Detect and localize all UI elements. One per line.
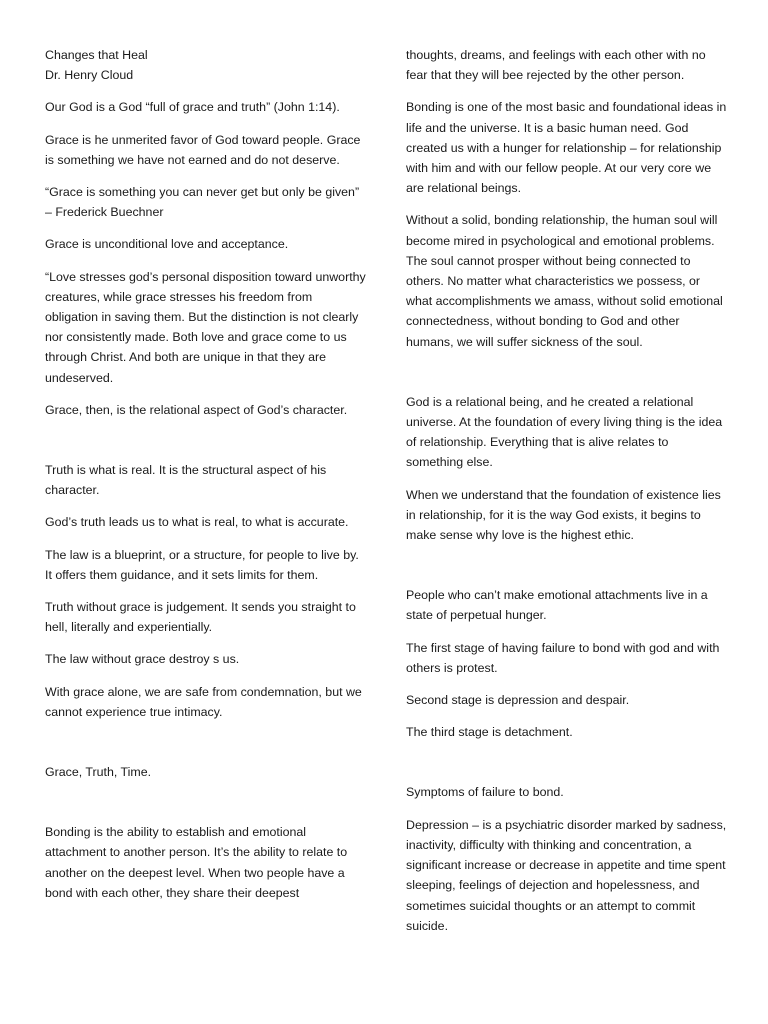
paragraph: Grace is unconditional love and acceptance.	[45, 237, 289, 252]
paragraph: With grace alone, we are safe from condemnation, but we cannot experience true intimacy.	[45, 684, 362, 719]
paragraph: Without a solid, bonding relationship, the human soul will become mired in psychological and emotional problems. The soul cannot prosper without being connected to others. No matter what characteristics we possess, or what accomplishments we amass, without solid emotional connectedness, without bonding to God and other humans, we will suffer sickness of the soul.	[406, 213, 723, 349]
author-line: Dr. Henry Cloud	[45, 68, 134, 83]
paragraph: Bonding is one of the most basic and foundational ideas in life and the universe. It is a basic human need. God created us with a hunger for relationship – for relationship with him and with our fellow people. At our very core we are relational beings.	[406, 100, 727, 196]
paragraph: When we understand that the foundation of existence lies in relationship, for it is the way God exists, it begins to make sense why love is the highest ethic.	[406, 487, 721, 543]
title-line: Changes that Heal	[45, 48, 148, 62]
paragraph: God is a relational being, and he created a relational universe. At the foundation of every living thing is the idea of relationship. Everything that is alive relates to something else.	[406, 394, 723, 470]
paragraph: Grace, then, is the relational aspect of God’s character.	[45, 402, 348, 417]
paragraph: God’s truth leads us to what is real, to what is accurate.	[45, 515, 349, 530]
paragraph: People who can’t make emotional attachments live in a state of perpetual hunger.	[406, 588, 708, 623]
paragraph: Truth without grace is judgement. It sends you straight to hell, literally and experientially.	[45, 600, 356, 635]
paragraph: The third stage is detachment.	[406, 725, 573, 740]
document-title	[45, 45, 367, 85]
section-heading: Symptoms of failure to bond.	[406, 785, 564, 800]
paragraph: “Grace is something you can never get but only be given” – Frederick Buechner	[45, 185, 360, 220]
paragraph: Bonding is the ability to establish and emotional attachment to another person. It’s the ability to relate to another on the deepest level. When two people have a bond with each other, they share their deepest	[45, 825, 348, 900]
left-column	[45, 45, 367, 915]
paragraph: Depression – is a psychiatric disorder marked by sadness, inactivity, difficulty with thinking and concentration, a significant increase or decrease in appetite and time spent sleeping, feelings of dejection and hopelessness, and sometimes suicidal thoughts or an attempt to commit suicide.	[406, 817, 727, 933]
right-column	[406, 45, 728, 948]
section-heading: Grace, Truth, Time.	[45, 765, 152, 780]
paragraph: Truth is what is real. It is the structural aspect of his character.	[45, 463, 327, 498]
paragraph: The first stage of having failure to bond with god and with others is protest.	[406, 640, 720, 675]
paragraph: thoughts, dreams, and feelings with each other with no fear that they will bee rejected by the other person.	[406, 48, 706, 83]
paragraph: Grace is he unmerited favor of God toward people. Grace is something we have not earned and do not deserve.	[45, 132, 361, 167]
paragraph: The law without grace destroy s us.	[45, 652, 240, 667]
paragraph: The law is a blueprint, or a structure, for people to live by. It offers them guidance, and it sets limits for them.	[45, 547, 359, 582]
paragraph: Second stage is depression and despair.	[406, 693, 630, 708]
paragraph: Our God is a God “full of grace and truth” (John 1:14).	[45, 100, 340, 115]
paragraph: “Love stresses god’s personal disposition toward unworthy creatures, while grace stresses his freedom from obligation in saving them. But the distinction is not clearly nor consistently made. Both love and grace come to us through Christ. And both are unique in that they are undeserved.	[45, 269, 366, 385]
